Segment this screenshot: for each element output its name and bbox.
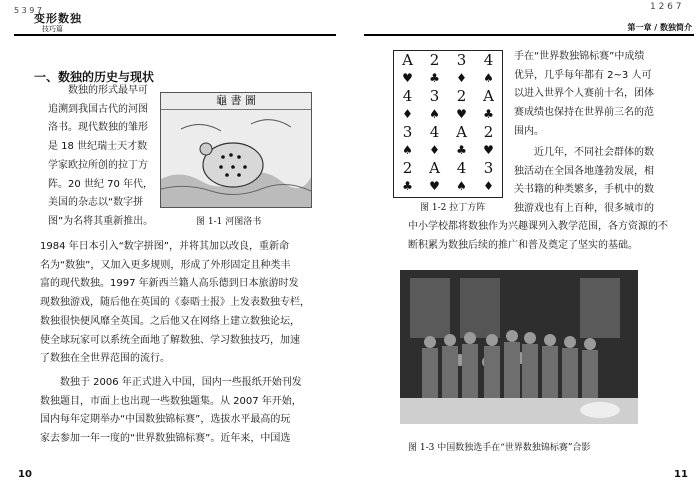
page-number-right: 11 — [674, 469, 688, 480]
text-line: 1984 年日本引入“数字拼图”，并将其加以改良，重新命 — [40, 241, 289, 252]
text-line: 数独题目，市面上也出现一些数独题集。从 2007 年开始， — [40, 395, 302, 407]
card-grid-cell: 3 — [483, 159, 494, 177]
turtle-illustration — [161, 109, 311, 207]
card-grid-cell: A — [402, 51, 413, 69]
text-line: 是 18 世纪瑞士天才数 — [48, 141, 148, 153]
card-grid-cell: A — [483, 87, 494, 105]
text-line: 独活动在全国各地蓬勃发展，相 — [514, 165, 654, 177]
text-line: 图”为名将其重新推出。 — [48, 215, 154, 227]
card-grid-cell: 2 — [456, 87, 467, 105]
text-line: 数独的形式最早可 — [68, 85, 148, 96]
paragraph-3-narrow — [514, 144, 658, 219]
text-line: 美国的杂志以“数字拼 — [48, 197, 144, 209]
card-grid-cell: 2 — [483, 123, 494, 141]
card-grid-cell: ♥ — [429, 179, 440, 193]
paragraph-1-continued — [40, 238, 336, 369]
text-line: 洛书。现代数独的雏形 — [48, 122, 148, 134]
text-line: 围内。 — [514, 125, 544, 137]
figure-1-3-caption: 图 1-3 中国数独选手在“世界数独锦标赛”合影 — [408, 443, 591, 453]
paragraph-3-continued — [408, 218, 696, 255]
card-grid-cell: ♥ — [456, 107, 467, 121]
card-grid-cell: ♦ — [402, 107, 413, 121]
text-line: 关书籍的种类繁多，手机中的数 — [514, 184, 654, 196]
header-rule-left — [14, 34, 336, 36]
text-line: 近几年，不同社会群体的数 — [534, 147, 654, 158]
section-title: 一、数独的历史与现状 — [34, 70, 155, 84]
card-grid-cell: ♦ — [483, 179, 494, 193]
card-grid-cell: 2 — [429, 51, 440, 69]
card-grid-cell: 3 — [456, 51, 467, 69]
text-line: 断积累为数独后续的推广和普及奠定了坚实的基础。 — [408, 239, 638, 251]
text-line: 手在“世界数独锦标赛”中成绩 — [514, 51, 645, 62]
text-line: 数独很快便风靡全英国。之后他又在网络上建立数独论坛， — [40, 315, 300, 327]
logo-deco-digits: 5 3 9 7 — [14, 6, 42, 15]
group-photo-illustration — [400, 270, 638, 424]
latin-square-card-grid — [393, 50, 503, 198]
hetu-luoshu-figure — [160, 92, 312, 208]
card-grid-cell: 4 — [456, 159, 467, 177]
chapter-header: 第一章 / 数独简介 — [627, 23, 692, 32]
page-number-left: 10 — [18, 469, 32, 480]
text-line: 名为“数独”，又加入更多规则，形成了外形固定且种类丰 — [40, 259, 291, 271]
card-grid-cell: ♥ — [483, 143, 494, 157]
book-title: 变形数独 — [34, 12, 82, 25]
card-grid-cell: ♥ — [402, 71, 413, 85]
header-rule-right — [364, 34, 694, 36]
card-grid-cell: 4 — [483, 51, 494, 69]
text-line: 现数独游戏，随后他在英国的《泰晤士报》上发表数独专栏， — [40, 297, 310, 309]
chapter-logo: 1 2 6 7 — [650, 2, 682, 12]
card-grid-cell: ♦ — [456, 71, 467, 85]
text-line: 阵。20 世纪 70 年代， — [48, 178, 153, 190]
card-grid-cell: ♣ — [483, 107, 494, 121]
text-line: 中小学校都将数独作为兴趣课列入教学范围，各方资源的不 — [408, 221, 668, 232]
text-line: 富的现代数独。1997 年新西兰籍人高乐德到日本旅游时发 — [40, 278, 299, 290]
card-grid-cell: ♠ — [483, 71, 494, 85]
text-line: 追溯到我国古代的河图 — [48, 103, 148, 115]
card-grid-cell: 2 — [402, 159, 413, 177]
card-grid-cell: ♦ — [429, 143, 440, 157]
text-line: 以进入世界个人赛前十名，团体 — [514, 88, 654, 100]
text-line: 国内每年定期举办“中国数独锦标赛”，选拔水平最高的玩 — [40, 414, 291, 426]
card-grid-cell: 3 — [429, 87, 440, 105]
book-subtitle: 技巧篇 — [42, 25, 63, 33]
card-grid-cell: ♠ — [456, 179, 467, 193]
card-grid-cell: ♣ — [429, 71, 440, 85]
text-line: 数独于 2006 年正式进入中国，国内一些报纸开始刊发 — [60, 377, 302, 388]
text-line: 家去参加一年一度的“世界数独锦标赛”。近年来，中国选 — [40, 433, 291, 445]
card-grid-cell: 3 — [402, 123, 413, 141]
paragraph-2 — [40, 374, 336, 449]
card-grid-cell: 4 — [429, 123, 440, 141]
card-grid-cell: ♣ — [402, 179, 413, 193]
card-grid-cell: ♠ — [429, 107, 440, 121]
figure-banner: 龜 書 圖 — [161, 93, 311, 110]
paragraph-1-narrow — [48, 82, 158, 232]
book-logo — [14, 6, 98, 36]
figure-1-1-caption: 图 1-1 河图洛书 — [196, 217, 262, 227]
text-line: 使全球玩家可以系统全面地了解数独、学习数独技巧，加速 — [40, 334, 300, 346]
text-line: 优异，几乎每年都有 2~3 人可 — [514, 69, 652, 81]
text-line: 了数独在全世界范围的流行。 — [40, 353, 170, 365]
text-line: 赛成绩也保持在世界前三名的范 — [514, 107, 654, 119]
figure-1-2-caption: 图 1-2 拉丁方阵 — [420, 203, 486, 213]
group-photo — [400, 270, 638, 424]
card-grid-cell: ♠ — [402, 143, 413, 157]
card-grid-cell: A — [429, 159, 440, 177]
paragraph-continued-right — [514, 48, 658, 142]
text-line: 学家欧拉所创的拉丁方 — [48, 159, 148, 171]
card-grid-cell: 4 — [402, 87, 413, 105]
card-grid-cell: ♣ — [456, 143, 467, 157]
card-grid-cell: A — [456, 123, 467, 141]
text-line: 独游戏也有上百种，很多城市的 — [514, 203, 654, 215]
